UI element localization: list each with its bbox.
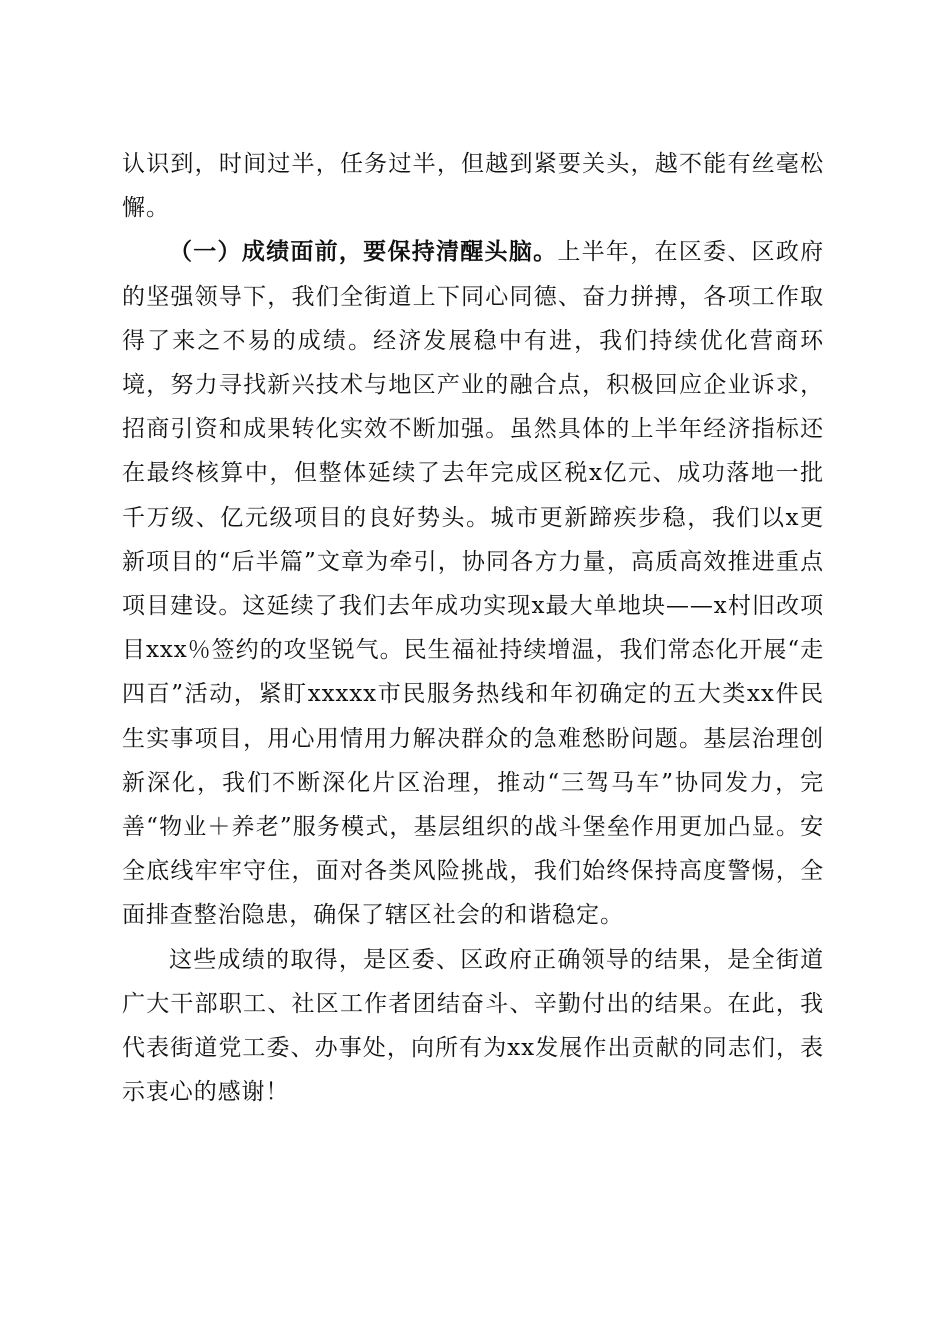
paragraph-3-text: 这些成绩的取得，是区委、区政府正确领导的结果，是全街道广大干部职工、社区工作者团结奋斗、辛勤付出的结果。在此，我代表街道党工委、办事处，向所有为xx发展作出贡献的同志们，表示衷心的感谢！: [122, 946, 824, 1106]
paragraph-1: [122, 142, 824, 230]
paragraph-1-text: 认识到，时间过半，任务过半，但越到紧要关头，越不能有丝毫松懈。: [122, 151, 824, 222]
paragraph-2: [122, 230, 824, 937]
paragraph-2-text: 上半年，在区委、区政府的坚强领导下，我们全街道上下同心同德、奋力拼搏，各项工作取得了来之不易的成绩。经济发展稳中有进，我们持续优化营商环境，努力寻找新兴技术与地区产业的融合点，积极回应企业诉求，招商引资和成果转化实效不断加强。虽然具体的上半年经济指标还在最终核算中，但整体延续了去年完成区税x亿元、成功落地一批千万级、亿元级项目的良好势头。城市更新蹄疾步稳，我们以x更新项目的“后半篇”文章为牵引，协同各方力量，高质高效推进重点项目建设。这延续了我们去年成功实现x最大单地块——x村旧改项目xxx％签约的攻坚锐气。民生福祉持续增温，我们常态化开展“走四百”活动，紧盯xxxxx市民服务热线和年初确定的五大类xx件民生实事项目，用心用情用力解决群众的急难愁盼问题。基层治理创新深化，我们不断深化片区治理，推动“三驾马车”协同发力，完善“物业＋养老”服务模式，基层组织的战斗堡垒作用更加凸显。安全底线牢牢守住，面对各类风险挑战，我们始终保持高度警惕，全面排查整治隐患，确保了辖区社会的和谐稳定。: [122, 239, 825, 929]
paragraph-3: [122, 938, 824, 1115]
document-body: [122, 142, 824, 1114]
section-heading: （一）成绩面前，要保持清醒头脑。: [169, 238, 558, 266]
